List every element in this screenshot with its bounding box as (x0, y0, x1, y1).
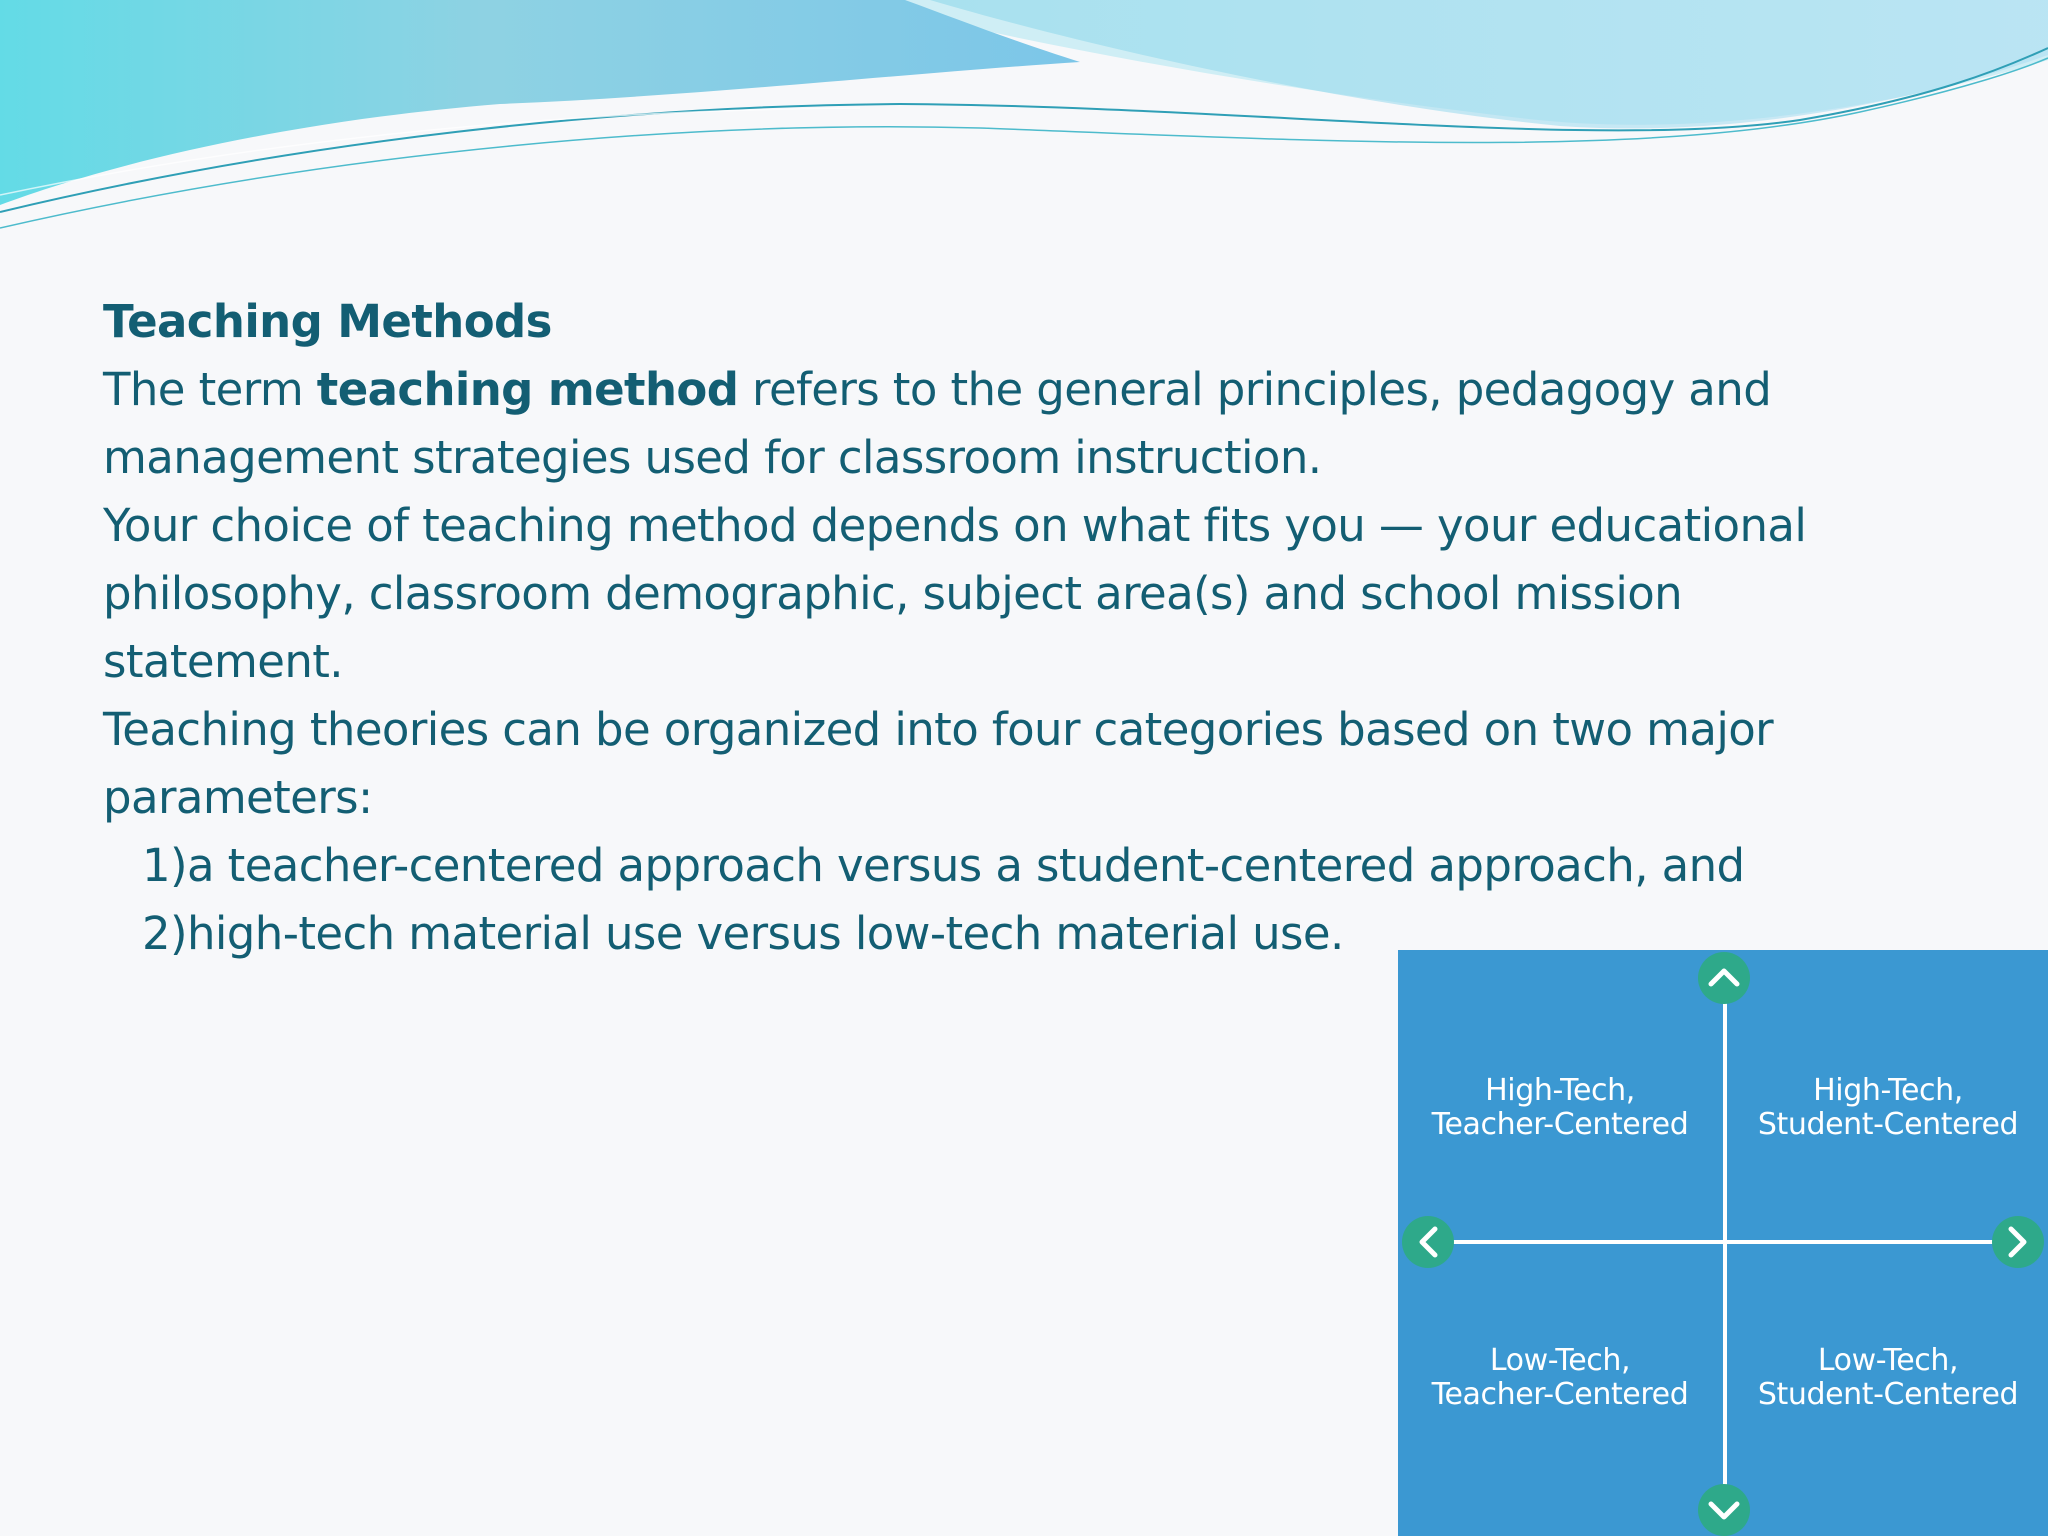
chevron-right-icon (1992, 1216, 2044, 1268)
slide-body (103, 288, 1983, 968)
chevron-down-icon (1698, 1484, 1750, 1536)
quadrant-low-tech-student-centered (1728, 1344, 2048, 1412)
teaching-methods-quadrant-diagram (1398, 950, 2048, 1536)
choice-line: statement. (103, 635, 343, 688)
quadrant-high-tech-student-centered (1728, 1074, 2048, 1142)
quadrant-label-line: Low-Tech, (1817, 1343, 1959, 1378)
quadrant-high-tech-teacher-centered (1400, 1074, 1720, 1142)
definition-line-2: management strategies used for classroom instruction. (103, 431, 1322, 484)
quadrant-axes (1398, 950, 2048, 1536)
quadrant-label-line: Teacher-Centered (1431, 1107, 1689, 1142)
slide-title: Teaching Methods (103, 295, 552, 348)
choice-line: philosophy, classroom demographic, subject area(s) and school mission (103, 567, 1683, 620)
quadrant-label-line: Teacher-Centered (1431, 1377, 1689, 1412)
theory-line: Teaching theories can be organized into four categories based on two major (103, 703, 1774, 756)
definition-prefix: The term (103, 363, 317, 416)
chevron-up-icon (1698, 952, 1750, 1004)
definition-term: teaching method (316, 363, 739, 416)
quadrant-label-line: High-Tech, (1813, 1073, 1963, 1108)
quadrant-label-line: Student-Centered (1757, 1107, 2019, 1142)
quadrant-label-line: High-Tech, (1485, 1073, 1635, 1108)
choice-line: Your choice of teaching method depends on what fits you — your educational (103, 499, 1807, 552)
definition-line-1 (103, 356, 1983, 424)
theory-line: parameters: (103, 771, 373, 824)
definition-suffix: refers to the general principles, pedagogy and (738, 363, 1772, 416)
quadrant-label-line: Student-Centered (1757, 1377, 2019, 1412)
parameter-item: 2)high-tech material use versus low-tech material use. (142, 907, 1344, 960)
quadrant-label-line: Low-Tech, (1489, 1343, 1631, 1378)
quadrant-low-tech-teacher-centered (1400, 1344, 1720, 1412)
header-wave-decoration (0, 0, 2048, 240)
parameter-item: 1)a teacher-centered approach versus a student-centered approach, and (142, 839, 1745, 892)
chevron-left-icon (1402, 1216, 1454, 1268)
